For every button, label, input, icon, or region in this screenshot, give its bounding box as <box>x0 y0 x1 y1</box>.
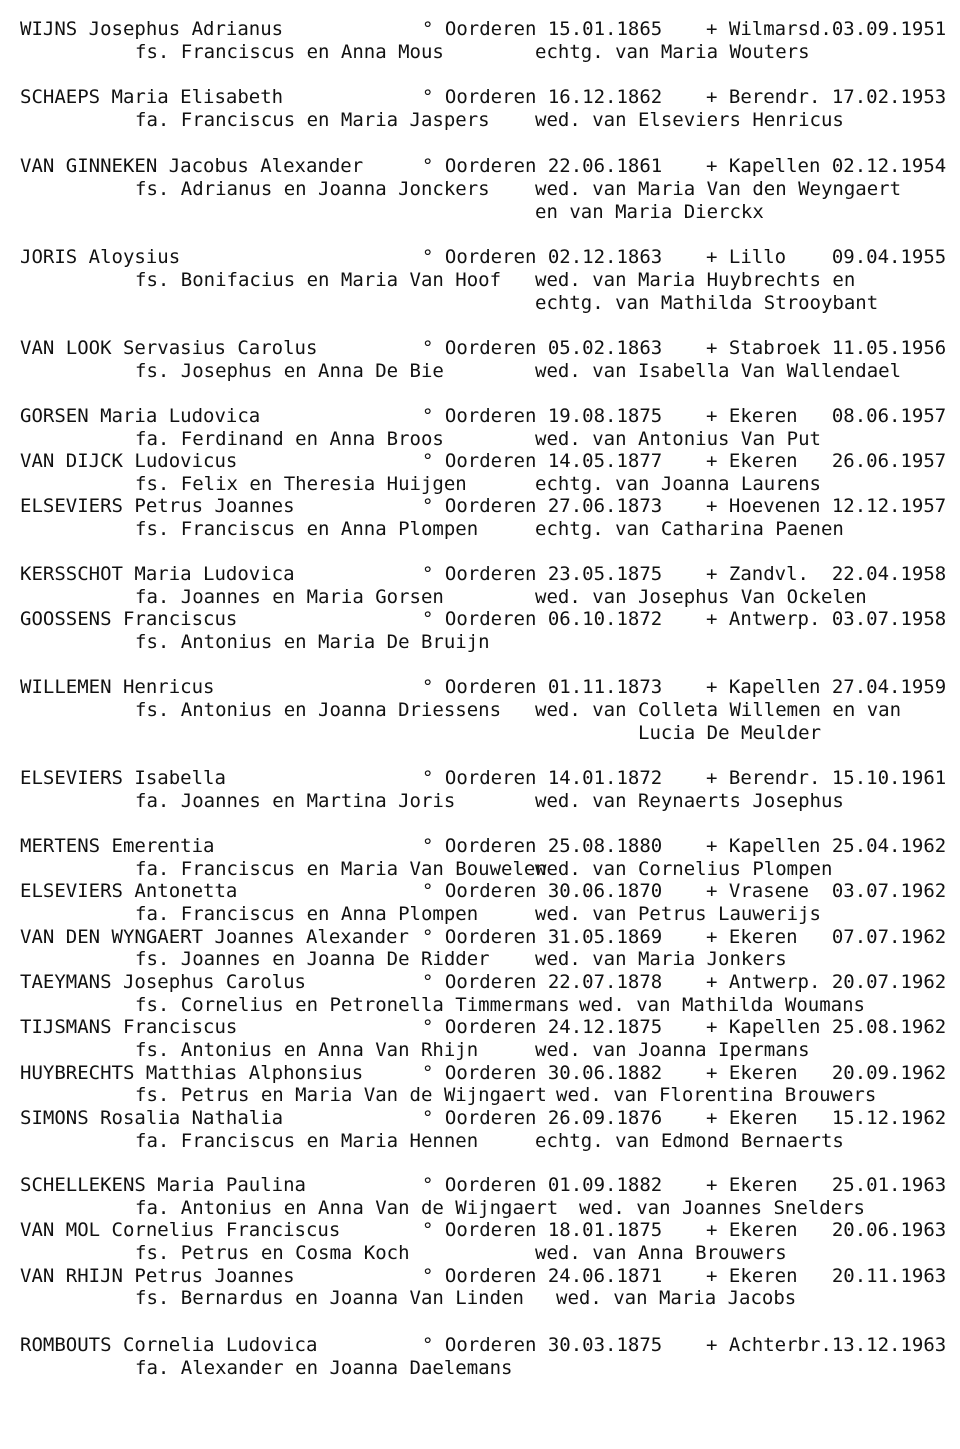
birth-info: ° Oorderen 22.07.1878 <box>422 971 663 993</box>
death-info: + Kapellen 25.08.1962 <box>706 1016 947 1038</box>
record-detail-line <box>0 1357 960 1380</box>
marital-status: wed. van Joannes Snelders <box>579 1197 865 1219</box>
death-info: + Berendr. 17.02.1953 <box>706 86 947 108</box>
person-name: TIJSMANS Franciscus <box>20 1016 238 1038</box>
death-info: + Ekeren 20.06.1963 <box>706 1219 947 1241</box>
record-detail-line <box>0 473 960 496</box>
parents: fs. Bonifacius en Maria Van Hoof <box>135 269 502 291</box>
person-name: WILLEMEN Henricus <box>20 676 215 698</box>
record-name-line <box>0 835 960 858</box>
parents: fa. Joannes en Maria Gorsen <box>135 586 444 608</box>
death-info: + Hoevenen 12.12.1957 <box>706 495 947 517</box>
marital-status: wed. van Maria Van den Weyngaert <box>535 178 902 200</box>
parents: fs. Franciscus en Anna Mous <box>135 41 444 63</box>
record-detail-line <box>0 1242 960 1265</box>
parents: fa. Alexander en Joanna Daelemans <box>135 1357 513 1379</box>
person-name: ELSEVIERS Antonetta <box>20 880 238 902</box>
death-info: + Ekeren 08.06.1957 <box>706 405 947 427</box>
record-name-line <box>0 405 960 428</box>
record-detail-line <box>0 586 960 609</box>
birth-info: ° Oorderen 02.12.1863 <box>422 246 663 268</box>
death-info: + Vrasene 03.07.1962 <box>706 880 947 902</box>
record-detail-line <box>0 360 960 383</box>
birth-info: ° Oorderen 22.06.1861 <box>422 155 663 177</box>
parents: fa. Joannes en Martina Joris <box>135 790 456 812</box>
record-detail-line <box>0 1039 960 1062</box>
record-name-line <box>0 155 960 178</box>
death-info: + Ekeren 26.06.1957 <box>706 450 947 472</box>
death-info: + Wilmarsd.03.09.1951 <box>706 18 947 40</box>
record-name-line <box>0 880 960 903</box>
birth-info: ° Oorderen 19.08.1875 <box>422 405 663 427</box>
parents: fs. Adrianus en Joanna Jonckers <box>135 178 490 200</box>
parents: fs. Josephus en Anna De Bie <box>135 360 444 382</box>
death-info: + Kapellen 25.04.1962 <box>706 835 947 857</box>
marital-status: wed. van Elseviers Henricus <box>535 109 844 131</box>
death-info: + Antwerp. 03.07.1958 <box>706 608 947 630</box>
person-name: ELSEVIERS Isabella <box>20 767 226 789</box>
marital-status: echtg. van Maria Wouters <box>535 41 810 63</box>
record-detail-line <box>0 1197 960 1220</box>
parents: fa. Antonius en Anna Van de Wijngaert <box>135 1197 559 1219</box>
marital-status: wed. van Florentina Brouwers <box>556 1084 877 1106</box>
birth-info: ° Oorderen 27.06.1873 <box>422 495 663 517</box>
record-detail-line <box>0 518 960 541</box>
parents: fs. Felix en Theresia Huijgen <box>135 473 467 495</box>
birth-info: ° Oorderen 26.09.1876 <box>422 1107 663 1129</box>
marital-status: wed. van Anna Brouwers <box>535 1242 787 1264</box>
parents: fs. Antonius en Anna Van Rhijn <box>135 1039 479 1061</box>
marital-status: wed. van Antonius Van Put <box>535 428 821 450</box>
record-name-line <box>0 450 960 473</box>
birth-info: ° Oorderen 18.01.1875 <box>422 1219 663 1241</box>
birth-info: ° Oorderen 30.06.1870 <box>422 880 663 902</box>
record-name-line <box>0 608 960 631</box>
record-continuation-line <box>0 201 960 224</box>
record-detail-line <box>0 41 960 64</box>
marital-status: wed. van Reynaerts Josephus <box>535 790 844 812</box>
parents: fa. Franciscus en Maria Jaspers <box>135 109 490 131</box>
record-detail-line <box>0 428 960 451</box>
marital-status: wed. van Cornelius Plompen <box>535 858 833 880</box>
birth-info: ° Oorderen 24.06.1871 <box>422 1265 663 1287</box>
death-info: + Kapellen 27.04.1959 <box>706 676 947 698</box>
parents: fa. Franciscus en Maria Van Bouwelen <box>135 858 547 880</box>
parents: fs. Joannes en Joanna De Ridder <box>135 948 490 970</box>
marital-status: echtg. van Catharina Paenen <box>535 518 844 540</box>
marital-status: echtg. van Joanna Laurens <box>535 473 821 495</box>
marital-status-continued: echtg. van Mathilda Strooybant <box>535 292 879 314</box>
parents: fa. Franciscus en Anna Plompen <box>135 903 479 925</box>
parents: fa. Franciscus en Maria Hennen <box>135 1130 479 1152</box>
death-info: + Ekeren 07.07.1962 <box>706 926 947 948</box>
record-name-line <box>0 676 960 699</box>
person-name: GORSEN Maria Ludovica <box>20 405 261 427</box>
marital-status: wed. van Josephus Van Ockelen <box>535 586 867 608</box>
death-info: + Achterbr.13.12.1963 <box>706 1334 947 1356</box>
person-name: GOOSSENS Franciscus <box>20 608 238 630</box>
person-name: TAEYMANS Josephus Carolus <box>20 971 306 993</box>
parents: fs. Petrus en Maria Van de Wijngaert <box>135 1084 547 1106</box>
marital-status: wed. van Maria Jacobs <box>556 1287 797 1309</box>
birth-info: ° Oorderen 23.05.1875 <box>422 563 663 585</box>
record-detail-line <box>0 699 960 722</box>
record-detail-line <box>0 858 960 881</box>
record-detail-line <box>0 948 960 971</box>
birth-info: ° Oorderen 16.12.1862 <box>422 86 663 108</box>
marital-status: wed. van Petrus Lauwerijs <box>535 903 821 925</box>
marital-status: wed. van Maria Huybrechts en <box>535 269 856 291</box>
marital-status: wed. van Colleta Willemen en van <box>535 699 902 721</box>
record-name-line <box>0 246 960 269</box>
record-name-line <box>0 1062 960 1085</box>
record-name-line <box>0 1016 960 1039</box>
record-name-line <box>0 1334 960 1357</box>
birth-info: ° Oorderen 31.05.1869 <box>422 926 663 948</box>
record-detail-line <box>0 994 960 1017</box>
marital-status-continued: Lucia De Meulder <box>638 722 822 744</box>
record-continuation-line <box>0 292 960 315</box>
record-name-line <box>0 971 960 994</box>
person-name: MERTENS Emerentia <box>20 835 215 857</box>
marital-status: echtg. van Edmond Bernaerts <box>535 1130 844 1152</box>
record-detail-line <box>0 109 960 132</box>
person-name: SIMONS Rosalia Nathalia <box>20 1107 284 1129</box>
record-detail-line <box>0 631 960 654</box>
death-info: + Antwerp. 20.07.1962 <box>706 971 947 993</box>
birth-info: ° Oorderen 30.06.1882 <box>422 1062 663 1084</box>
person-name: SCHAEPS Maria Elisabeth <box>20 86 284 108</box>
record-name-line <box>0 337 960 360</box>
marital-status: wed. van Isabella Van Wallendael <box>535 360 902 382</box>
record-detail-line <box>0 1084 960 1107</box>
birth-info: ° Oorderen 06.10.1872 <box>422 608 663 630</box>
person-name: VAN DEN WYNGAERT Joannes Alexander <box>20 926 409 948</box>
record-name-line <box>0 18 960 41</box>
record-name-line <box>0 1174 960 1197</box>
record-detail-line <box>0 1287 960 1310</box>
parents: fs. Antonius en Maria De Bruijn <box>135 631 490 653</box>
death-info: + Ekeren 20.11.1963 <box>706 1265 947 1287</box>
record-detail-line <box>0 903 960 926</box>
parents: fs. Bernardus en Joanna Van Linden <box>135 1287 524 1309</box>
birth-info: ° Oorderen 25.08.1880 <box>422 835 663 857</box>
record-name-line <box>0 926 960 949</box>
marital-status: wed. van Joanna Ipermans <box>535 1039 810 1061</box>
marital-status: wed. van Maria Jonkers <box>535 948 787 970</box>
death-info: + Lillo 09.04.1955 <box>706 246 947 268</box>
death-info: + Ekeren 25.01.1963 <box>706 1174 947 1196</box>
record-name-line <box>0 563 960 586</box>
record-name-line <box>0 86 960 109</box>
person-name: SCHELLEKENS Maria Paulina <box>20 1174 306 1196</box>
marital-status-continued: en van Maria Dierckx <box>535 201 764 223</box>
person-name: VAN RHIJN Petrus Joannes <box>20 1265 295 1287</box>
person-name: VAN DIJCK Ludovicus <box>20 450 238 472</box>
birth-info: ° Oorderen 15.01.1865 <box>422 18 663 40</box>
record-continuation-line <box>0 722 960 745</box>
death-info: + Stabroek 11.05.1956 <box>706 337 947 359</box>
record-detail-line <box>0 269 960 292</box>
birth-info: ° Oorderen 14.05.1877 <box>422 450 663 472</box>
record-detail-line <box>0 790 960 813</box>
person-name: HUYBRECHTS Matthias Alphonsius <box>20 1062 364 1084</box>
record-name-line <box>0 767 960 790</box>
death-info: + Zandvl. 22.04.1958 <box>706 563 947 585</box>
record-detail-line <box>0 178 960 201</box>
person-name: VAN GINNEKEN Jacobus Alexander <box>20 155 364 177</box>
person-name: WIJNS Josephus Adrianus <box>20 18 284 40</box>
death-info: + Kapellen 02.12.1954 <box>706 155 947 177</box>
birth-info: ° Oorderen 14.01.1872 <box>422 767 663 789</box>
birth-info: ° Oorderen 05.02.1863 <box>422 337 663 359</box>
birth-info: ° Oorderen 30.03.1875 <box>422 1334 663 1356</box>
record-name-line <box>0 1107 960 1130</box>
parents: fs. Franciscus en Anna Plompen <box>135 518 479 540</box>
person-name: VAN MOL Cornelius Franciscus <box>20 1219 341 1241</box>
death-info: + Ekeren 20.09.1962 <box>706 1062 947 1084</box>
person-name: JORIS Aloysius <box>20 246 181 268</box>
parents: fs. Antonius en Joanna Driessens <box>135 699 502 721</box>
person-name: KERSSCHOT Maria Ludovica <box>20 563 295 585</box>
parents: fs. Petrus en Cosma Koch <box>135 1242 410 1264</box>
parents: fa. Ferdinand en Anna Broos <box>135 428 444 450</box>
death-info: + Berendr. 15.10.1961 <box>706 767 947 789</box>
death-info: + Ekeren 15.12.1962 <box>706 1107 947 1129</box>
birth-info: ° Oorderen 24.12.1875 <box>422 1016 663 1038</box>
record-name-line <box>0 1219 960 1242</box>
birth-info: ° Oorderen 01.11.1873 <box>422 676 663 698</box>
birth-info: ° Oorderen 01.09.1882 <box>422 1174 663 1196</box>
record-name-line <box>0 495 960 518</box>
person-name: VAN LOOK Servasius Carolus <box>20 337 318 359</box>
marital-status: wed. van Mathilda Woumans <box>579 994 865 1016</box>
record-name-line <box>0 1265 960 1288</box>
parents: fs. Cornelius en Petronella Timmermans <box>135 994 570 1016</box>
person-name: ROMBOUTS Cornelia Ludovica <box>20 1334 318 1356</box>
person-name: ELSEVIERS Petrus Joannes <box>20 495 295 517</box>
record-detail-line <box>0 1130 960 1153</box>
